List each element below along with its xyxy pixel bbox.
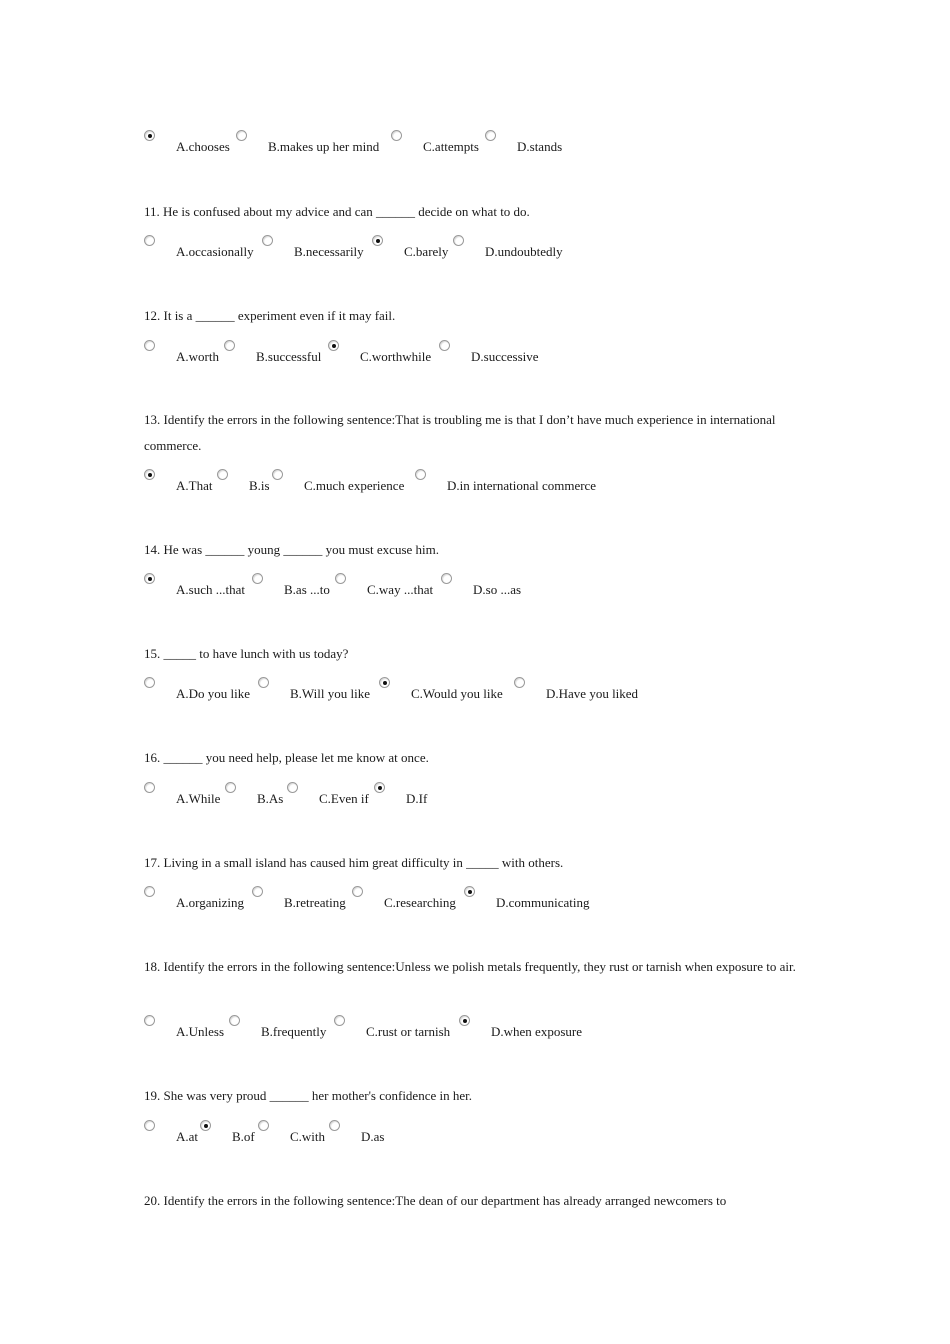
answer-options (144, 677, 844, 713)
radio-unselected-icon[interactable] (514, 677, 525, 688)
radio-selected-icon[interactable] (459, 1015, 470, 1026)
radio-unselected-icon[interactable] (272, 469, 283, 480)
radio-unselected-icon[interactable] (144, 235, 155, 246)
radio-unselected-icon[interactable] (415, 469, 426, 480)
question-text: 18. Identify the errors in the following sentence:Unless we polish metals frequently, they rust or tarnish when exposure to air. (144, 959, 796, 974)
radio-selected-icon[interactable] (379, 677, 390, 688)
option-label: C.researching (384, 895, 456, 910)
answer-options (144, 340, 844, 376)
answer-options (144, 1120, 844, 1156)
option-label: A.occasionally (176, 244, 254, 259)
radio-selected-icon[interactable] (200, 1120, 211, 1131)
option-label: D.stands (517, 139, 563, 154)
radio-unselected-icon[interactable] (391, 130, 402, 141)
question-text: 16. ______ you need help, please let me know at once. (144, 750, 429, 765)
option-label: C.Would you like (411, 686, 503, 701)
radio-unselected-icon[interactable] (225, 782, 236, 793)
option-label: C.rust or tarnish (366, 1024, 451, 1039)
radio-unselected-icon[interactable] (334, 1015, 345, 1026)
radio-unselected-icon[interactable] (485, 130, 496, 141)
radio-unselected-icon[interactable] (144, 1015, 155, 1026)
question-text: 17. Living in a small island has caused him great difficulty in _____ with others. (144, 855, 564, 870)
question-text: 19. She was very proud ______ her mother's confidence in her. (144, 1088, 472, 1103)
option-label: B.successful (256, 349, 322, 364)
answer-options (144, 573, 844, 609)
radio-selected-icon[interactable] (144, 130, 155, 141)
radio-unselected-icon[interactable] (229, 1015, 240, 1026)
radio-unselected-icon[interactable] (441, 573, 452, 584)
option-label: A.Unless (176, 1024, 225, 1039)
option-label: A.That (176, 478, 213, 493)
option-label: A.organizing (176, 895, 244, 910)
option-label: D.in international commerce (447, 478, 597, 493)
option-label: A.at (176, 1129, 199, 1144)
radio-unselected-icon[interactable] (144, 886, 155, 897)
option-label: C.barely (404, 244, 449, 259)
option-label: D.Have you liked (546, 686, 639, 701)
radio-unselected-icon[interactable] (287, 782, 298, 793)
answer-options (144, 130, 844, 166)
question-text: 20. Identify the errors in the following sentence:The dean of our department has already arranged newcomers to (144, 1193, 727, 1208)
answer-options (144, 1015, 844, 1051)
question-text: 11. He is confused about my advice and can ______ decide on what to do. (144, 204, 530, 219)
answer-options (144, 235, 844, 271)
radio-unselected-icon[interactable] (224, 340, 235, 351)
answer-options (144, 886, 844, 922)
radio-unselected-icon[interactable] (453, 235, 464, 246)
radio-unselected-icon[interactable] (144, 782, 155, 793)
radio-unselected-icon[interactable] (217, 469, 228, 480)
option-label: D.when exposure (491, 1024, 582, 1039)
radio-selected-icon[interactable] (464, 886, 475, 897)
radio-unselected-icon[interactable] (352, 886, 363, 897)
question-text: 13. Identify the errors in the following sentence:That is troubling me is that I don’t have much experience in international commerce. (144, 412, 776, 453)
option-label: A.While (176, 791, 221, 806)
option-label: C.worthwhile (360, 349, 432, 364)
option-label: B.frequently (261, 1024, 327, 1039)
option-label: D.communicating (496, 895, 590, 910)
option-label: D.successive (471, 349, 539, 364)
radio-unselected-icon[interactable] (439, 340, 450, 351)
radio-unselected-icon[interactable] (252, 886, 263, 897)
option-label: B.Will you like (290, 686, 370, 701)
radio-unselected-icon[interactable] (236, 130, 247, 141)
option-label: A.such ...that (176, 582, 245, 597)
radio-selected-icon[interactable] (144, 573, 155, 584)
radio-selected-icon[interactable] (328, 340, 339, 351)
answer-options (144, 469, 844, 505)
radio-unselected-icon[interactable] (144, 1120, 155, 1131)
question-text: 14. He was ______ young ______ you must excuse him. (144, 542, 440, 557)
option-label: A.worth (176, 349, 219, 364)
option-label: D.as (361, 1129, 385, 1144)
question-text: 15. _____ to have lunch with us today? (144, 646, 349, 661)
radio-unselected-icon[interactable] (144, 340, 155, 351)
radio-unselected-icon[interactable] (258, 1120, 269, 1131)
radio-unselected-icon[interactable] (258, 677, 269, 688)
option-label: C.attempts (423, 139, 479, 154)
option-label: D.undoubtedly (485, 244, 563, 259)
option-label: B.retreating (284, 895, 346, 910)
radio-unselected-icon[interactable] (329, 1120, 340, 1131)
option-label: B.is (249, 478, 270, 493)
option-label: B.necessarily (294, 244, 364, 259)
option-label: B.as ...to (284, 582, 330, 597)
option-label: B.of (232, 1129, 255, 1144)
radio-unselected-icon[interactable] (335, 573, 346, 584)
question-text: 12. It is a ______ experiment even if it may fail. (144, 308, 396, 323)
option-label: C.way ...that (367, 582, 434, 597)
radio-selected-icon[interactable] (374, 782, 385, 793)
answer-options (144, 782, 844, 818)
option-label: C.with (290, 1129, 326, 1144)
option-label: C.Even if (319, 791, 369, 806)
radio-selected-icon[interactable] (144, 469, 155, 480)
option-label: A.Do you like (176, 686, 251, 701)
option-label: A.chooses (176, 139, 230, 154)
radio-unselected-icon[interactable] (144, 677, 155, 688)
option-label: B.makes up her mind (268, 139, 380, 154)
option-label: D.If (406, 791, 428, 806)
radio-selected-icon[interactable] (372, 235, 383, 246)
option-label: D.so ...as (473, 582, 522, 597)
radio-unselected-icon[interactable] (262, 235, 273, 246)
option-label: B.As (257, 791, 284, 806)
option-label: C.much experience (304, 478, 405, 493)
radio-unselected-icon[interactable] (252, 573, 263, 584)
